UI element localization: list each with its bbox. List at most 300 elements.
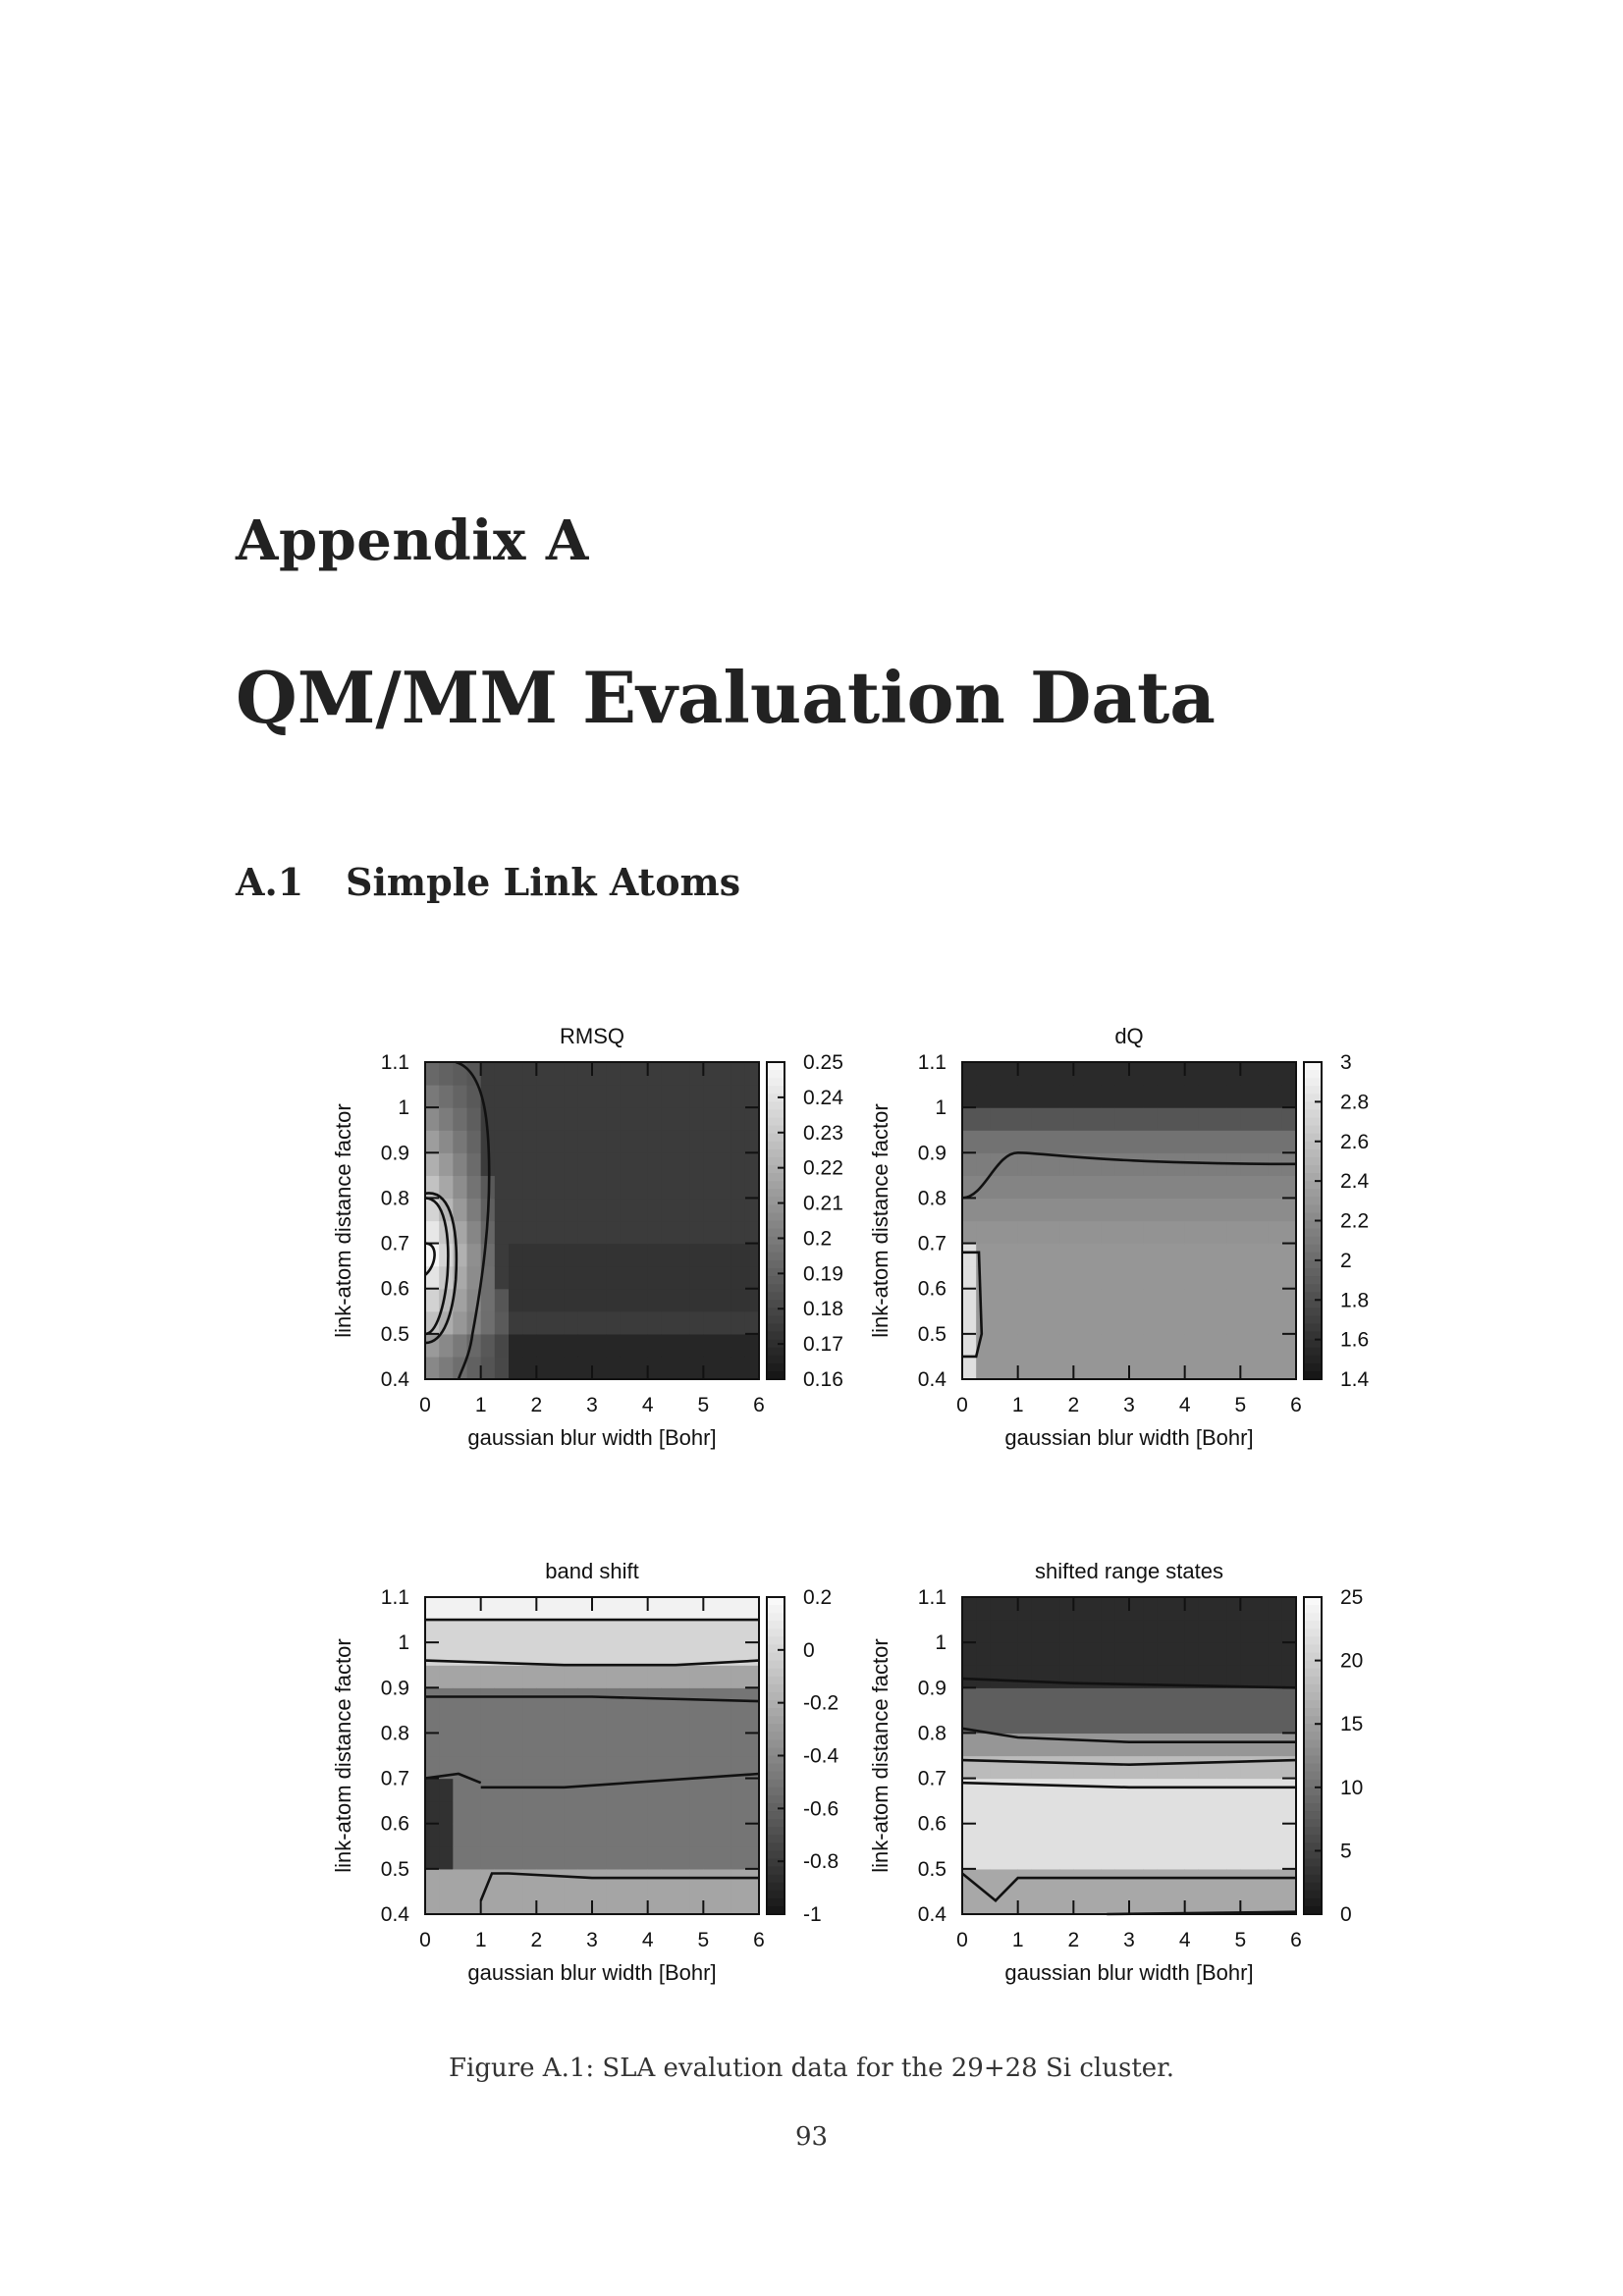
heatmap-cell <box>1185 1892 1200 1915</box>
heatmap-cell <box>565 1244 579 1267</box>
heatmap-cell <box>565 1733 579 1756</box>
heatmap-cell <box>467 1107 482 1131</box>
chart-title: dQ <box>1114 1024 1144 1048</box>
heatmap-cell <box>1102 1801 1116 1825</box>
heatmap-cell <box>1255 1756 1270 1780</box>
colorbar-step <box>767 1700 784 1709</box>
heatmap-cell <box>620 1130 634 1153</box>
x-tick-label: 5 <box>1234 1929 1247 1951</box>
heatmap-cell <box>648 1710 663 1734</box>
heatmap-cell <box>990 1733 1004 1756</box>
heatmap-cell <box>1185 1687 1200 1711</box>
colorbar-step <box>767 1732 784 1740</box>
heatmap-cell <box>962 1642 977 1666</box>
heatmap-cell <box>1102 1597 1116 1621</box>
heatmap-cell <box>509 1597 523 1621</box>
heatmap-cell <box>495 1846 510 1870</box>
heatmap-cell <box>1226 1869 1241 1893</box>
heatmap-cell <box>718 1597 732 1621</box>
heatmap-cell <box>1129 1107 1144 1131</box>
heatmap-cell <box>1255 1334 1270 1358</box>
heatmap-cell <box>1213 1334 1227 1358</box>
heatmap-cell <box>662 1244 676 1267</box>
x-tick-label: 2 <box>530 1929 543 1951</box>
heatmap-cell <box>606 1334 621 1358</box>
heatmap-cell <box>718 1198 732 1221</box>
heatmap-cell <box>1282 1597 1297 1621</box>
heatmap-cell <box>1018 1869 1033 1893</box>
heatmap-cell <box>495 1289 510 1312</box>
heatmap-cell <box>439 1175 454 1199</box>
page-number: 93 <box>794 2122 829 2152</box>
colorbar-step <box>1304 1157 1322 1166</box>
heatmap-cell <box>1018 1221 1033 1245</box>
heatmap-cell <box>1171 1733 1186 1756</box>
heatmap-cell <box>620 1801 634 1825</box>
heatmap-cell <box>1157 1130 1171 1153</box>
heatmap-cell <box>509 1130 523 1153</box>
heatmap-cell <box>1282 1334 1297 1358</box>
heatmap-cell <box>1046 1665 1060 1688</box>
heatmap-cell <box>1240 1824 1255 1847</box>
heatmap-cell <box>689 1311 704 1335</box>
heatmap-cell <box>1059 1824 1074 1847</box>
heatmap-cell <box>662 1152 676 1176</box>
heatmap-cell <box>453 1779 467 1802</box>
heatmap-cell <box>1018 1665 1033 1688</box>
colorbar-step <box>767 1653 784 1662</box>
heatmap-cell <box>1018 1779 1033 1802</box>
heatmap-cell <box>976 1620 991 1643</box>
heatmap-cell <box>1073 1824 1088 1847</box>
heatmap-cell <box>425 1266 440 1290</box>
colorbar-step <box>767 1323 784 1332</box>
heatmap-cell <box>1199 1801 1214 1825</box>
heatmap-cell <box>606 1733 621 1756</box>
y-tick-label: 0.8 <box>917 1722 947 1745</box>
heatmap-cell <box>1032 1710 1047 1734</box>
heatmap-cell <box>1157 1892 1171 1915</box>
colorbar-step <box>767 1756 784 1765</box>
heatmap-cell <box>662 1620 676 1643</box>
heatmap-cell <box>976 1062 991 1086</box>
heatmap-cell <box>509 1846 523 1870</box>
heatmap-cell <box>1115 1085 1130 1108</box>
heatmap-cell <box>592 1687 607 1711</box>
colorbar-tick-label: 3 <box>1340 1051 1352 1074</box>
heatmap-cell <box>648 1198 663 1221</box>
heatmap-cell <box>1004 1687 1019 1711</box>
heatmap-cell <box>439 1244 454 1267</box>
heatmap-cell <box>509 1198 523 1221</box>
heatmap-cell <box>1255 1244 1270 1267</box>
heatmap-cell <box>551 1107 566 1131</box>
heatmap-cell <box>976 1824 991 1847</box>
heatmap-cell <box>662 1869 676 1893</box>
heatmap-cell <box>1185 1152 1200 1176</box>
heatmap-cell <box>1032 1085 1047 1108</box>
colorbar-tick-label: 2.2 <box>1340 1209 1370 1233</box>
heatmap-cell <box>1282 1642 1297 1666</box>
heatmap-cell <box>536 1597 551 1621</box>
heatmap-cell <box>1018 1801 1033 1825</box>
heatmap-cell <box>578 1620 593 1643</box>
heatmap-cell <box>1046 1311 1060 1335</box>
x-tick-label: 3 <box>586 1394 598 1416</box>
heatmap-cell <box>592 1152 607 1176</box>
heatmap-cell <box>1129 1152 1144 1176</box>
heatmap-cell <box>481 1733 496 1756</box>
heatmap-cell <box>634 1289 649 1312</box>
heatmap-cell <box>1240 1665 1255 1688</box>
heatmap-cell <box>425 1107 440 1131</box>
heatmap-cell <box>703 1892 718 1915</box>
heatmap-cell <box>1282 1846 1297 1870</box>
heatmap-cell <box>703 1801 718 1825</box>
heatmap-cell <box>592 1824 607 1847</box>
heatmap-cell <box>634 1620 649 1643</box>
heatmap-cell <box>1115 1244 1130 1267</box>
heatmap-cell <box>976 1357 991 1380</box>
heatmap-cell <box>718 1665 732 1688</box>
heatmap-cell <box>745 1334 760 1358</box>
heatmap-cell <box>592 1801 607 1825</box>
heatmap-cell <box>1199 1710 1214 1734</box>
heatmap-cell <box>648 1665 663 1688</box>
heatmap-cell <box>634 1710 649 1734</box>
heatmap-cell <box>634 1846 649 1870</box>
heatmap-cell <box>1226 1085 1241 1108</box>
heatmap-cell <box>425 1801 440 1825</box>
heatmap-cell <box>731 1062 746 1086</box>
heatmap-cell <box>1143 1846 1158 1870</box>
heatmap-cell <box>495 1062 510 1086</box>
heatmap-cell <box>662 1085 676 1108</box>
heatmap-cell <box>689 1801 704 1825</box>
heatmap-cell <box>522 1597 537 1621</box>
heatmap-cell <box>676 1869 690 1893</box>
heatmap-cell <box>1213 1107 1227 1131</box>
heatmap-cell <box>1185 1130 1200 1153</box>
heatmap-cell <box>703 1779 718 1802</box>
heatmap-cell <box>578 1107 593 1131</box>
heatmap-cell <box>718 1311 732 1335</box>
heatmap-cell <box>1199 1198 1214 1221</box>
heatmap-cell <box>1115 1824 1130 1847</box>
y-tick-label: 0.4 <box>380 1368 409 1391</box>
colorbar-step <box>1304 1739 1322 1748</box>
heatmap-cell <box>467 1756 482 1780</box>
colorbar-step <box>767 1795 784 1804</box>
heatmap-cell <box>634 1175 649 1199</box>
appendix-label: Appendix A <box>236 508 589 573</box>
heatmap-cell <box>962 1107 977 1131</box>
heatmap-cell <box>439 1710 454 1734</box>
heatmap-cell <box>1032 1107 1047 1131</box>
heatmap-cell <box>1213 1756 1227 1780</box>
heatmap-cell <box>1059 1733 1074 1756</box>
colorbar-step <box>1304 1669 1322 1678</box>
heatmap-cell <box>495 1710 510 1734</box>
heatmap-cell <box>634 1130 649 1153</box>
heatmap-cell <box>1073 1244 1088 1267</box>
heatmap-cell <box>1004 1665 1019 1688</box>
heatmap-cell <box>1102 1266 1116 1290</box>
heatmap-cell <box>1115 1892 1130 1915</box>
heatmap-cell <box>703 1620 718 1643</box>
heatmap-cell <box>1143 1756 1158 1780</box>
heatmap-cell <box>606 1221 621 1245</box>
heatmap-cell <box>1143 1334 1158 1358</box>
heatmap-cell <box>1073 1892 1088 1915</box>
heatmap-cell <box>718 1334 732 1358</box>
heatmap-cell <box>1282 1733 1297 1756</box>
heatmap-cell <box>1240 1710 1255 1734</box>
heatmap-cell <box>606 1266 621 1290</box>
heatmap-cell <box>1226 1221 1241 1245</box>
y-tick-label: 0.9 <box>380 1677 409 1700</box>
colorbar-step <box>1304 1276 1322 1285</box>
heatmap-cell <box>495 1620 510 1643</box>
heatmap-cell <box>1282 1175 1297 1199</box>
heatmap-cell <box>551 1824 566 1847</box>
heatmap-cell <box>1157 1733 1171 1756</box>
heatmap-cell <box>1185 1620 1200 1643</box>
heatmap-cell <box>689 1756 704 1780</box>
colorbar-step <box>1304 1613 1322 1622</box>
heatmap-cell <box>976 1597 991 1621</box>
heatmap-cell <box>620 1733 634 1756</box>
heatmap-cell <box>565 1152 579 1176</box>
heatmap-cell <box>578 1642 593 1666</box>
heatmap-cell <box>990 1869 1004 1893</box>
heatmap-cell <box>1032 1801 1047 1825</box>
heatmap-cell <box>1157 1710 1171 1734</box>
colorbar-step <box>767 1669 784 1678</box>
heatmap-cell <box>745 1801 760 1825</box>
heatmap-cell <box>1102 1710 1116 1734</box>
heatmap-cell <box>565 1266 579 1290</box>
heatmap-cell <box>689 1198 704 1221</box>
heatmap-cell <box>1199 1289 1214 1312</box>
heatmap-cell <box>1088 1221 1103 1245</box>
heatmap-cell <box>1226 1642 1241 1666</box>
heatmap-cell <box>745 1198 760 1221</box>
heatmap-cell <box>1018 1687 1033 1711</box>
heatmap-cell <box>1018 1198 1033 1221</box>
heatmap-cell <box>1143 1642 1158 1666</box>
heatmap-cell <box>962 1801 977 1825</box>
y-tick-label: 0.5 <box>380 1322 409 1346</box>
heatmap-cell <box>565 1107 579 1131</box>
heatmap-cell <box>1213 1244 1227 1267</box>
heatmap-cell <box>509 1892 523 1915</box>
y-tick-label: 0.6 <box>917 1812 947 1836</box>
heatmap-cell <box>565 1824 579 1847</box>
heatmap-cell <box>676 1175 690 1199</box>
heatmap-cell <box>495 1357 510 1380</box>
heatmap-cell <box>718 1085 732 1108</box>
heatmap-cell <box>1171 1620 1186 1643</box>
colorbar-tick-label: -1 <box>803 1903 822 1926</box>
heatmap-cell <box>1269 1869 1283 1893</box>
chart-panel <box>331 1559 839 1985</box>
heatmap-cell <box>453 1710 467 1734</box>
heatmap-cell <box>592 1175 607 1199</box>
heatmap-cell <box>495 1597 510 1621</box>
heatmap-cell <box>648 1824 663 1847</box>
heatmap-cell <box>1255 1665 1270 1688</box>
heatmap-cell <box>425 1221 440 1245</box>
heatmap-cell <box>1059 1244 1074 1267</box>
heatmap-cell <box>1088 1334 1103 1358</box>
heatmap-cell <box>1185 1846 1200 1870</box>
colorbar-step <box>767 1891 784 1899</box>
heatmap-cell <box>1018 1085 1033 1108</box>
colorbar-step <box>1304 1756 1322 1765</box>
heatmap-cell <box>689 1869 704 1893</box>
heatmap-cell <box>1129 1244 1144 1267</box>
colorbar-step <box>767 1332 784 1341</box>
heatmap-cell <box>689 1289 704 1312</box>
heatmap-cell <box>606 1779 621 1802</box>
heatmap-cell <box>1018 1062 1033 1086</box>
colorbar-step <box>1304 1795 1322 1804</box>
heatmap-cell <box>606 1175 621 1199</box>
heatmap-cell <box>689 1597 704 1621</box>
heatmap-cell <box>962 1152 977 1176</box>
heatmap-cell <box>1185 1756 1200 1780</box>
heatmap-cell <box>551 1710 566 1734</box>
heatmap-cell <box>1171 1266 1186 1290</box>
colorbar-step <box>1304 1700 1322 1709</box>
heatmap-cell <box>509 1152 523 1176</box>
heatmap-cell <box>1143 1198 1158 1221</box>
heatmap-cell <box>745 1289 760 1312</box>
heatmap-cell <box>536 1198 551 1221</box>
heatmap-cell <box>1269 1221 1283 1245</box>
heatmap-cell <box>551 1869 566 1893</box>
heatmap-cell <box>1018 1620 1033 1643</box>
heatmap-cell <box>522 1687 537 1711</box>
heatmap-cell <box>1059 1620 1074 1643</box>
heatmap-cell <box>1088 1130 1103 1153</box>
heatmap-cell <box>606 1289 621 1312</box>
colorbar-step <box>767 1716 784 1725</box>
colorbar-step <box>1304 1772 1322 1781</box>
heatmap-cell <box>1004 1334 1019 1358</box>
heatmap-cell <box>606 1152 621 1176</box>
heatmap-cell <box>976 1846 991 1870</box>
x-tick-label: 6 <box>1290 1929 1302 1951</box>
heatmap-cell <box>1282 1620 1297 1643</box>
heatmap-cell <box>1185 1107 1200 1131</box>
heatmap-cell <box>578 1085 593 1108</box>
heatmap-cell <box>1032 1892 1047 1915</box>
heatmap-cell <box>551 1892 566 1915</box>
heatmap-cell <box>606 1710 621 1734</box>
heatmap-cell <box>551 1687 566 1711</box>
colorbar-step <box>1304 1684 1322 1693</box>
heatmap-cell <box>1157 1824 1171 1847</box>
heatmap-cell <box>1088 1779 1103 1802</box>
colorbar-step <box>767 1284 784 1293</box>
colorbar-step <box>767 1356 784 1364</box>
x-tick-label: 6 <box>753 1929 765 1951</box>
heatmap-cell <box>1046 1710 1060 1734</box>
heatmap-cell <box>425 1062 440 1086</box>
y-tick-label: 0.4 <box>380 1903 409 1926</box>
heatmap-cell <box>1226 1244 1241 1267</box>
heatmap-cell <box>1073 1107 1088 1131</box>
heatmap-cell <box>1032 1642 1047 1666</box>
heatmap-cell <box>551 1289 566 1312</box>
heatmap-cell <box>1088 1801 1103 1825</box>
colorbar-step <box>1304 1827 1322 1836</box>
heatmap-cell <box>522 1334 537 1358</box>
heatmap-cell <box>1171 1152 1186 1176</box>
heatmap-cell <box>648 1334 663 1358</box>
heatmap-cell <box>731 1733 746 1756</box>
colorbar-step <box>767 1149 784 1158</box>
heatmap-cell <box>962 1244 977 1267</box>
heatmap-cell <box>1115 1687 1130 1711</box>
heatmap-cell <box>1157 1357 1171 1380</box>
heatmap-cell <box>1018 1756 1033 1780</box>
heatmap-cell <box>1059 1062 1074 1086</box>
colorbar-step <box>767 1739 784 1748</box>
heatmap-cell <box>522 1198 537 1221</box>
heatmap-cell <box>1129 1733 1144 1756</box>
heatmap-cell <box>1199 1779 1214 1802</box>
heatmap-cell <box>1032 1779 1047 1802</box>
heatmap-cell <box>1240 1175 1255 1199</box>
colorbar-step <box>1304 1605 1322 1614</box>
heatmap-cell <box>662 1130 676 1153</box>
heatmap-cell <box>1004 1266 1019 1290</box>
heatmap-cell <box>689 1266 704 1290</box>
heatmap-cell <box>1269 1687 1283 1711</box>
heatmap-cell <box>1032 1620 1047 1643</box>
heatmap-cell <box>565 1289 579 1312</box>
y-tick-label: 1.1 <box>380 1051 409 1074</box>
heatmap-cell <box>1032 1198 1047 1221</box>
heatmap-cell <box>703 1198 718 1221</box>
heatmap-cell <box>731 1085 746 1108</box>
heatmap-cell <box>1240 1244 1255 1267</box>
heatmap-cell <box>551 1334 566 1358</box>
heatmap-cell <box>1046 1062 1060 1086</box>
heatmap-cell <box>1004 1756 1019 1780</box>
heatmap-cell <box>522 1846 537 1870</box>
colorbar-step <box>767 1636 784 1645</box>
colorbar-step <box>767 1134 784 1143</box>
y-axis-label: link-atom distance factor <box>868 1103 893 1338</box>
heatmap-cell <box>1129 1756 1144 1780</box>
chapter-title: QM/MM Evaluation Data <box>236 656 1216 739</box>
heatmap-cell <box>467 1175 482 1199</box>
colorbar-step <box>1304 1803 1322 1812</box>
heatmap-cell <box>425 1824 440 1847</box>
heatmap-cell <box>1213 1779 1227 1802</box>
heatmap-cell <box>1269 1334 1283 1358</box>
heatmap-cell <box>662 1801 676 1825</box>
heatmap-cell <box>1018 1357 1033 1380</box>
heatmap-cell <box>509 1801 523 1825</box>
heatmap-cell <box>481 1756 496 1780</box>
heatmap-cell <box>592 1869 607 1893</box>
heatmap-cell <box>620 1357 634 1380</box>
